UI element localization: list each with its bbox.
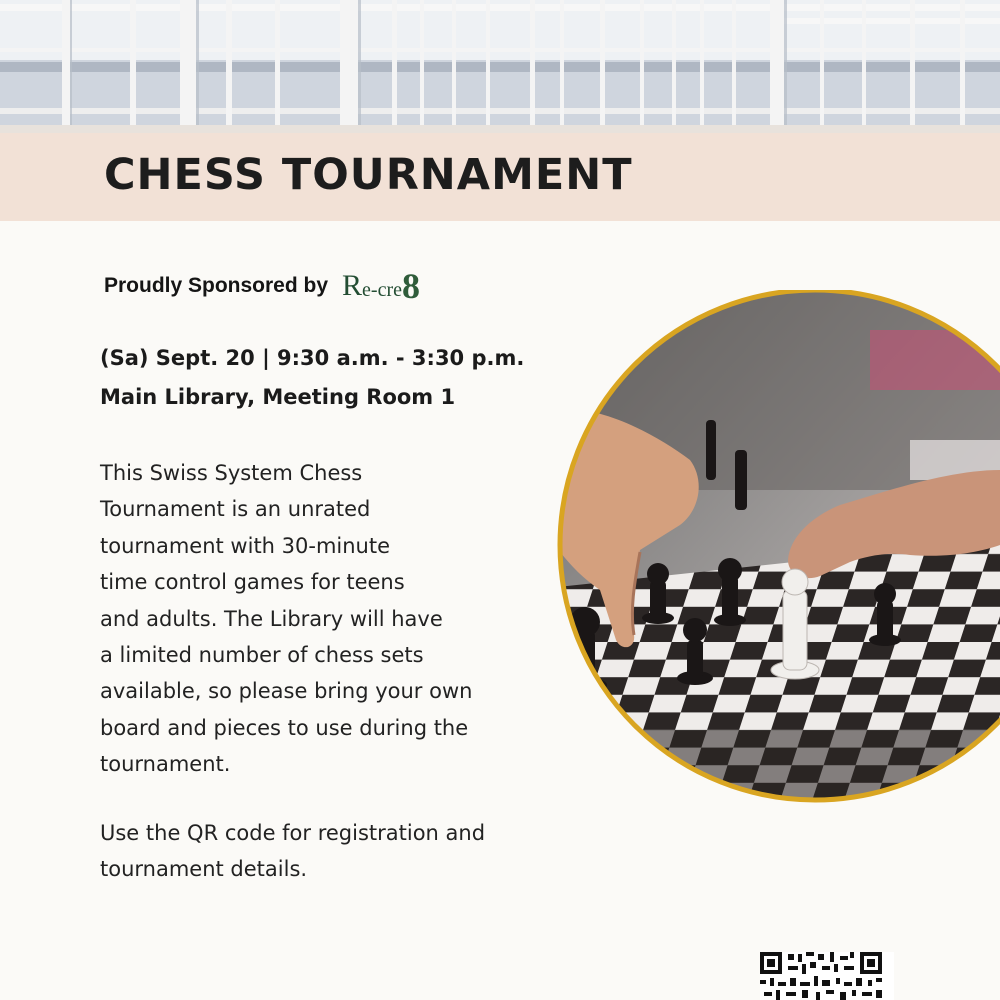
sponsor-logo-eight: 8 bbox=[402, 266, 420, 306]
description-line: a limited number of chess sets bbox=[100, 643, 424, 668]
sponsor-logo-middle: e-cre bbox=[362, 279, 402, 301]
sponsor-label: Proudly Sponsored by bbox=[104, 274, 329, 297]
description-line: tournament with 30-minute bbox=[100, 533, 391, 558]
event-description bbox=[100, 455, 560, 783]
event-location: Main Library, Meeting Room 1 bbox=[100, 385, 456, 409]
description-line: board and pieces to use during the bbox=[100, 715, 469, 740]
header-photo bbox=[0, 0, 1000, 135]
event-datetime: (Sa) Sept. 20 | 9:30 a.m. - 3:30 p.m. bbox=[100, 346, 525, 370]
registration-line: Use the QR code for registration and bbox=[100, 821, 486, 845]
description-line: Tournament is an unrated bbox=[100, 497, 371, 522]
registration-line: tournament details. bbox=[100, 857, 308, 882]
description-line: This Swiss System Chess bbox=[100, 461, 363, 485]
sponsor-logo bbox=[342, 266, 420, 306]
registration-text bbox=[100, 815, 560, 888]
chess-photo bbox=[530, 290, 1000, 810]
page-title: CHESS TOURNAMENT bbox=[104, 150, 633, 200]
description-line: available, so please bring your own bbox=[100, 679, 473, 704]
sponsor-logo-r: R bbox=[342, 269, 363, 302]
registration-qr-code[interactable] bbox=[760, 952, 894, 1000]
sponsor-row bbox=[104, 266, 420, 306]
description-line: and adults. The Library will have bbox=[100, 606, 443, 631]
description-line: time control games for teens bbox=[100, 570, 405, 595]
description-line: tournament. bbox=[100, 752, 231, 777]
